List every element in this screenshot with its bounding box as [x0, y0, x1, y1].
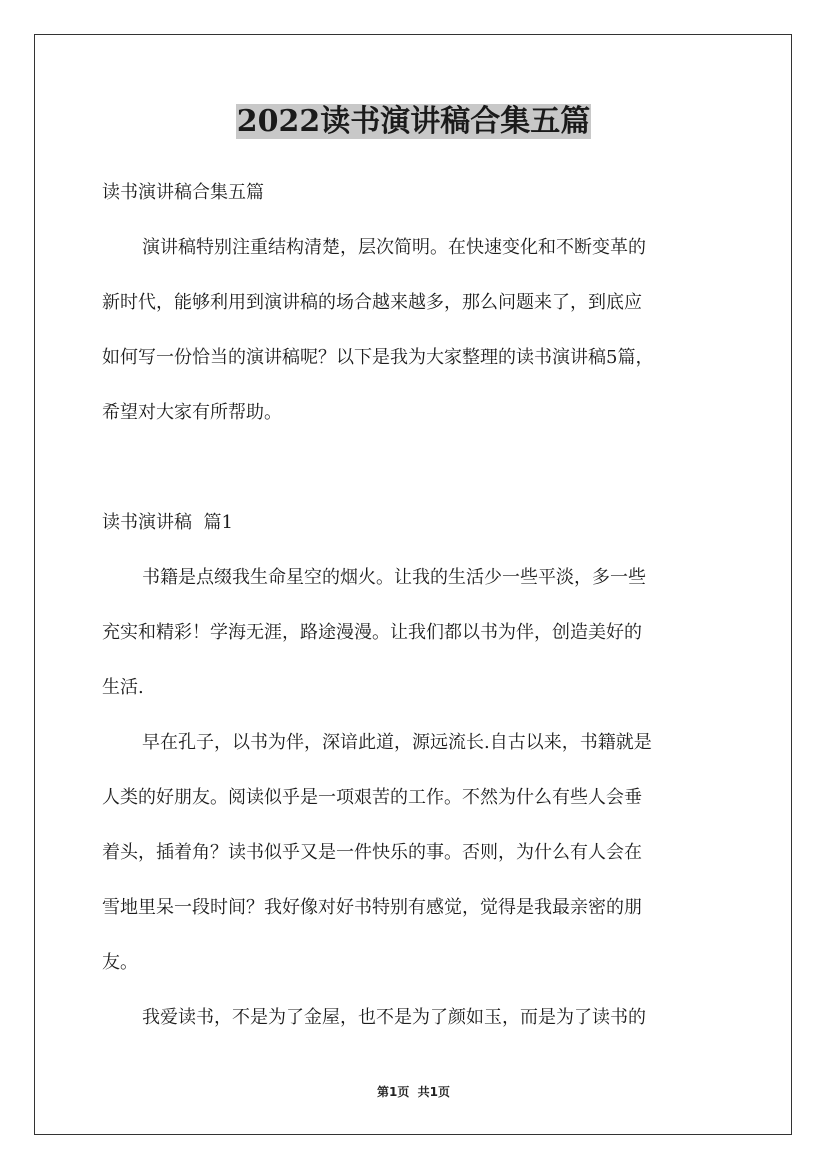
paragraph2-line: 早在孔子，以书为伴，深谙此道，源远流长.自古以来，书籍就是	[142, 732, 652, 753]
subtitle: 读书演讲稿合集五篇	[102, 182, 264, 203]
document-title: 2022读书演讲稿合集五篇	[236, 104, 591, 139]
page-footer: 第1页 共1页	[376, 1085, 451, 1099]
paragraph2-line: 友。	[102, 952, 138, 973]
paragraph1-line: 生活.	[102, 677, 144, 698]
paragraph3-line: 我爱读书，不是为了金屋，也不是为了颜如玉，而是为了读书的	[142, 1007, 646, 1028]
document-body	[102, 165, 742, 1045]
spacer	[102, 440, 742, 495]
paragraph1-line: 充实和精彩！学海无涯，路途漫漫。让我们都以书为伴，创造美好的	[102, 622, 642, 643]
paragraph2-line: 人类的好朋友。阅读似乎是一项艰苦的工作。不然为什么有些人会垂	[102, 787, 642, 808]
intro-line: 演讲稿特别注重结构清楚，层次简明。在快速变化和不断变革的	[142, 237, 646, 258]
paragraph1-line: 书籍是点缀我生命星空的烟火。让我的生活少一些平淡，多一些	[142, 567, 646, 588]
paragraph2-line: 雪地里呆一段时间？我好像对好书特别有感觉，觉得是我最亲密的朋	[102, 897, 642, 918]
section-heading: 读书演讲稿 篇1	[102, 512, 233, 533]
intro-line: 如何写一份恰当的演讲稿呢？以下是我为大家整理的读书演讲稿5篇，	[102, 347, 654, 368]
intro-line: 新时代，能够利用到演讲稿的场合越来越多，那么问题来了，到底应	[102, 292, 642, 313]
intro-line: 希望对大家有所帮助。	[102, 402, 282, 423]
paragraph2-line: 着头，插着角？读书似乎又是一件快乐的事。否则，为什么有人会在	[102, 842, 642, 863]
